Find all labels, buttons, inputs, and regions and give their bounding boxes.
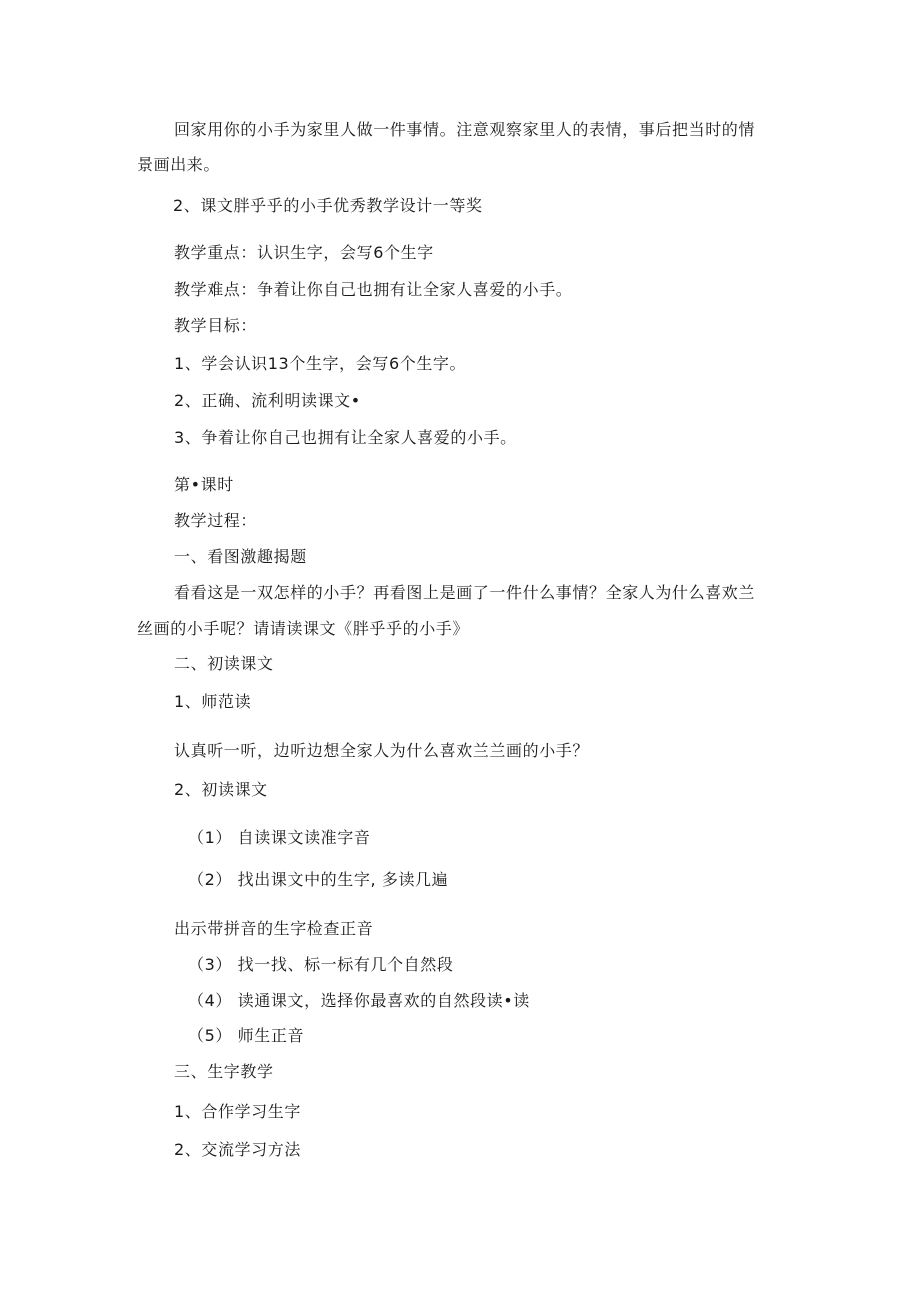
paragraph-line: 出示带拼音的生字检查正音 (174, 919, 374, 938)
list-item: （1） 自读课文读准字音 (188, 828, 371, 847)
list-item: （3） 找一找、标一标有几个自然段 (188, 955, 454, 974)
paragraph-line: 看看这是一双怎样的小手？再看图上是画了一件什么事情？全家人为什么喜欢兰 (174, 583, 756, 602)
paragraph-line: 教学目标： (174, 316, 258, 335)
list-item: 2、交流学习方法 (174, 1140, 301, 1159)
list-item: （5） 师生正音 (188, 1026, 305, 1045)
list-item: 2、正确、流利明读课文• (174, 391, 361, 410)
section-heading: 2、课文胖乎乎的小手优秀教学设计一等奖 (173, 196, 483, 215)
section-heading: 三、生字教学 (174, 1062, 274, 1081)
paragraph-line: 回家用你的小手为家里人做一件事情。注意观察家里人的表情，事后把当时的情 (174, 120, 756, 139)
list-item: 1、师范读 (174, 692, 252, 711)
paragraph-line: 认真听一听，边听边想全家人为什么喜欢兰兰画的小手？ (174, 741, 590, 760)
list-item: （2） 找出课文中的生字, 多读几遍 (188, 870, 449, 889)
paragraph-line: 教学难点：争着让你自己也拥有让全家人喜爱的小手。 (174, 280, 573, 299)
list-item: 1、合作学习生字 (174, 1102, 301, 1121)
section-heading: 一、看图激趣揭题 (174, 547, 307, 566)
section-heading: 二、初读课文 (174, 654, 274, 673)
paragraph-line: 丝画的小手呢？请请读课文《胖乎乎的小手》 (137, 619, 470, 638)
paragraph-line: 教学重点：认识生字，会写6个生字 (174, 243, 434, 262)
paragraph-line: 第•课时 (174, 475, 234, 494)
paragraph-line: 景画出来。 (137, 155, 221, 174)
paragraph-line: 教学过程： (174, 511, 258, 530)
list-item: 2、初读课文 (174, 780, 268, 799)
list-item: 1、学会认识13个生字，会写6个生字。 (174, 354, 467, 373)
list-item: 3、争着让你自己也拥有让全家人喜爱的小手。 (174, 428, 517, 447)
list-item: （4） 读通课文，选择你最喜欢的自然段读•读 (188, 991, 530, 1010)
